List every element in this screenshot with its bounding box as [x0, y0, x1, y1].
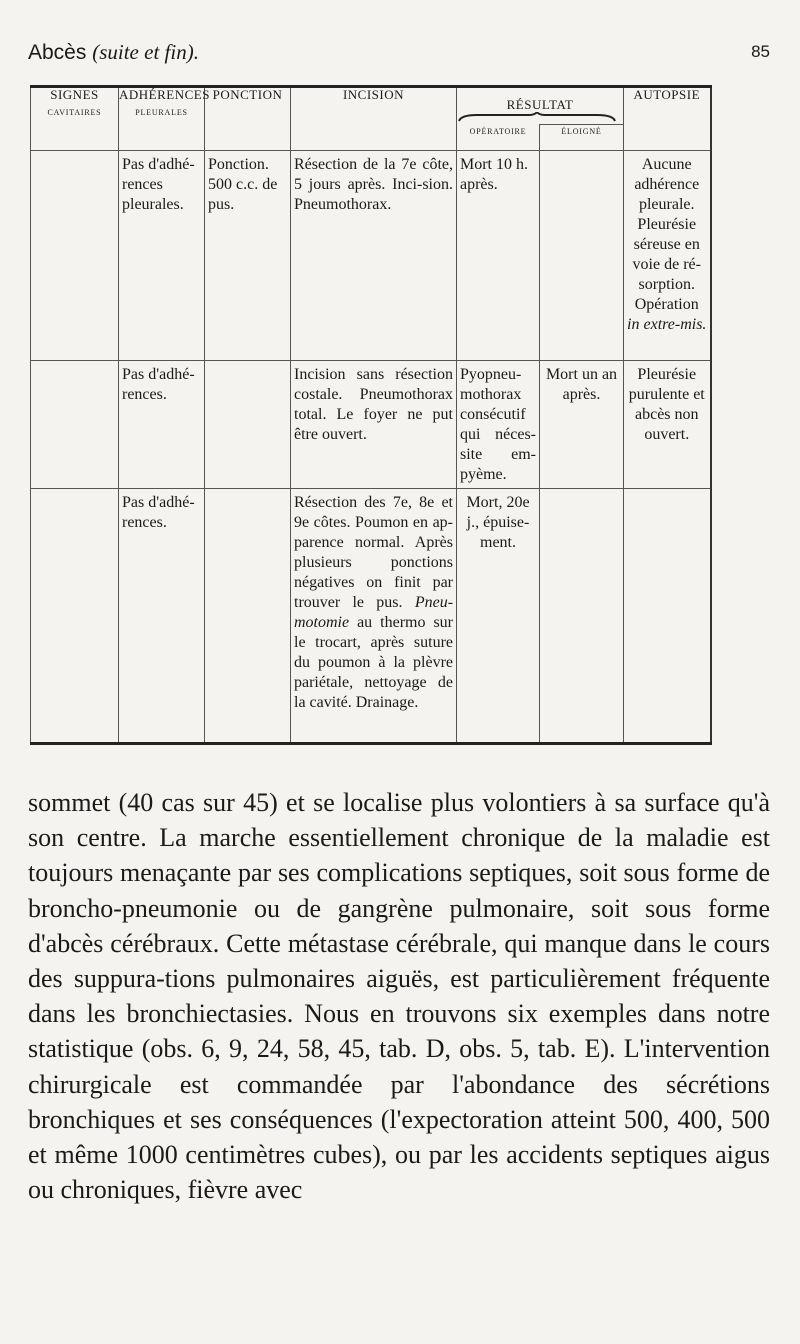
cell-eloigne: Mort un an après.: [540, 361, 624, 489]
cell-incision: Incision sans résection costale. Pneumothorax total. Le foyer ne put être ouvert.: [291, 361, 457, 489]
brace-icon: [457, 112, 617, 122]
running-title-italic: (suite et fin).: [92, 40, 199, 64]
cell-eloigne: [540, 489, 624, 744]
body-text: sommet (40 cas sur 45) et se localise plus volontiers à sa surface qu'à son centre. La marche essentiellement chronique de la maladie est toujours menaçante par ses complications septiques, soit sous forme de broncho-pneumonie ou de gangrène pulmonaire, soit sous forme d'abcès cérébraux. Cette métastase cérébrale, qui manque dans le cours des suppura-tions pulmonaires aiguës, est particulièrement fréquente dans les bronchiectasies. Nous en trouvons six exemples dans notre statistique (obs. 6, 9, 24, 58, 45, tab. D, obs. 5, tab. E). L'intervention chirurgicale est commandée par l'abondance des sécrétions bronchiques et ses conséquences (l'expectoration atteint 500, 400, 500 et même 1000 centimètres cubes), ou par les accidents septiques aigus ou chroniques, fièvre avec: [28, 788, 770, 1205]
col-header-incision: INCISION: [291, 87, 457, 151]
table-row: [31, 151, 711, 361]
col-header-adherences: ADHÉRENCES PLEURALES: [119, 87, 205, 151]
cell-incision: Résection des 7e, 8e et 9e côtes. Poumon en ap-parence normal. Après plusieurs ponctions négatives on finit par trouver le pus. Pneu-motomie au thermo sur le trocart, après suture du poumon à la plèvre pariétale, nettoyage de la cavité. Drainage.: [291, 489, 457, 744]
col-header-operatoire: OPÉRATOIRE: [457, 125, 540, 151]
table-row: [31, 489, 711, 744]
cell-operatoire: Mort 10 h. après.: [457, 151, 540, 361]
running-title-main: Abcès: [28, 41, 87, 64]
col-header-autopsie: AUTOPSIE: [624, 87, 711, 151]
cell-signes: [31, 361, 119, 489]
cell-autopsie: Pleurésie purulente et abcès non ouvert.: [624, 361, 711, 489]
cell-operatoire: Mort, 20e j., épuise-ment.: [457, 489, 540, 744]
cell-autopsie: Aucune adhérence pleurale. Pleurésie séreuse en voie de ré-sorption. Opération in extre-mis.: [624, 151, 711, 361]
cell-signes: [31, 151, 119, 361]
col-header-signes: SIGNES CAVITAIRES: [31, 87, 119, 151]
table-row: [31, 361, 711, 489]
cell-eloigne: [540, 151, 624, 361]
cell-ponction: [205, 361, 291, 489]
cell-signes: [31, 489, 119, 744]
running-head: [28, 40, 770, 68]
page-number: 85: [751, 42, 770, 61]
observations-table: [30, 85, 712, 745]
col-header-resultat: RÉSULTAT: [457, 87, 624, 125]
col-header-eloigne: ÉLOIGNÉ: [540, 125, 624, 151]
cell-incision: Résection de la 7e côte, 5 jours après. Inci-sion. Pneumothorax.: [291, 151, 457, 361]
cell-ponction: [205, 489, 291, 744]
cell-adherences: Pas d'adhé-rences.: [119, 489, 205, 744]
cell-adherences: Pas d'adhé-rences pleurales.: [119, 151, 205, 361]
cell-autopsie: [624, 489, 711, 744]
cell-operatoire: Pyopneu-mothorax consécutif qui néces-site em-pyème.: [457, 361, 540, 489]
col-header-ponction: PONCTION: [205, 87, 291, 151]
running-title: [28, 40, 199, 65]
cell-ponction: Ponction. 500 c.c. de pus.: [205, 151, 291, 361]
cell-adherences: Pas d'adhé-rences.: [119, 361, 205, 489]
body-paragraph: [28, 785, 770, 1207]
